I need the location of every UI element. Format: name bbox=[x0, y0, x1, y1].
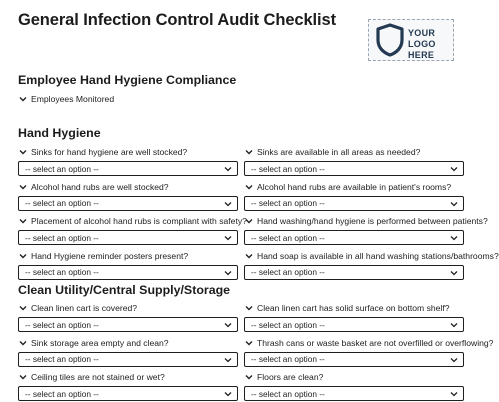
select-placeholder: -- select an option -- bbox=[251, 232, 325, 243]
section-heading-employee: Employee Hand Hygiene Compliance bbox=[18, 73, 237, 87]
answer-select[interactable] bbox=[244, 352, 464, 367]
chevron-down-icon bbox=[18, 94, 28, 104]
question-label[interactable] bbox=[18, 302, 137, 314]
question-label[interactable] bbox=[18, 181, 169, 193]
section-heading-clean-utility: Clean Utility/Central Supply/Storage bbox=[18, 283, 231, 297]
question-label[interactable] bbox=[244, 215, 488, 227]
question-text: Clean linen cart is covered? bbox=[31, 303, 138, 313]
select-placeholder: -- select an option -- bbox=[25, 163, 99, 174]
caret-down-icon bbox=[450, 356, 458, 364]
answer-select[interactable] bbox=[244, 317, 464, 332]
chevron-down-icon bbox=[244, 338, 254, 348]
caret-down-icon bbox=[224, 200, 232, 208]
caret-down-icon bbox=[450, 234, 458, 242]
question-text: Sink storage area empty and clean? bbox=[31, 337, 169, 348]
question-label[interactable] bbox=[244, 337, 493, 349]
question-label[interactable] bbox=[244, 302, 450, 314]
chevron-down-icon bbox=[244, 251, 254, 261]
caret-down-icon bbox=[224, 390, 232, 398]
answer-select[interactable] bbox=[244, 230, 464, 245]
question-text: Hand Hygiene reminder posters present? bbox=[31, 250, 189, 261]
answer-select[interactable] bbox=[18, 386, 238, 401]
chevron-down-icon bbox=[244, 372, 254, 382]
page-title: General Infection Control Audit Checklist bbox=[18, 11, 336, 29]
employees-monitored-toggle[interactable] bbox=[18, 93, 114, 105]
question-text: Sinks are available in all areas as needed? bbox=[257, 147, 421, 157]
select-placeholder: -- select an option -- bbox=[25, 319, 99, 330]
question-text: Ceiling tiles are not stained or wet? bbox=[31, 372, 165, 382]
question-label[interactable] bbox=[244, 181, 451, 193]
select-placeholder: -- select an option -- bbox=[251, 354, 325, 364]
answer-select[interactable] bbox=[244, 196, 464, 211]
chevron-down-icon bbox=[18, 251, 28, 261]
chevron-down-icon bbox=[18, 372, 28, 382]
question-text: Hand washing/hand hygiene is performed between patients? bbox=[257, 216, 488, 226]
select-placeholder: -- select an option -- bbox=[25, 267, 99, 277]
select-placeholder: -- select an option -- bbox=[251, 163, 325, 174]
answer-select[interactable] bbox=[244, 386, 464, 401]
select-placeholder: -- select an option -- bbox=[251, 198, 325, 208]
question-label[interactable] bbox=[244, 371, 323, 383]
select-placeholder: -- select an option -- bbox=[25, 232, 99, 243]
caret-down-icon bbox=[224, 321, 232, 329]
chevron-down-icon bbox=[244, 216, 254, 226]
chevron-down-icon bbox=[244, 182, 254, 192]
question-text: Clean linen cart has solid surface on bottom shelf? bbox=[257, 303, 450, 313]
logo-line-1: YOUR bbox=[408, 28, 436, 38]
select-placeholder: -- select an option -- bbox=[251, 267, 325, 277]
caret-down-icon bbox=[224, 165, 232, 173]
answer-select[interactable] bbox=[18, 265, 238, 280]
caret-down-icon bbox=[450, 165, 458, 173]
question-text: Alcohol hand rubs are well stocked? bbox=[31, 181, 169, 192]
answer-select[interactable] bbox=[244, 161, 464, 176]
select-placeholder: -- select an option -- bbox=[25, 354, 99, 364]
logo-line-2: LOGO bbox=[408, 39, 436, 49]
answer-select[interactable] bbox=[18, 161, 238, 176]
question-text: Alcohol hand rubs are available in patient's rooms? bbox=[257, 181, 452, 192]
caret-down-icon bbox=[450, 269, 458, 277]
logo-placeholder bbox=[368, 19, 454, 61]
caret-down-icon bbox=[450, 200, 458, 208]
chevron-down-icon bbox=[244, 303, 254, 313]
answer-select[interactable] bbox=[244, 265, 464, 280]
select-placeholder: -- select an option -- bbox=[25, 388, 99, 399]
question-label[interactable] bbox=[18, 250, 188, 262]
caret-down-icon bbox=[224, 234, 232, 242]
answer-select[interactable] bbox=[18, 230, 238, 245]
section-heading-hand-hygiene: Hand Hygiene bbox=[18, 126, 101, 140]
shield-icon bbox=[375, 23, 405, 57]
select-placeholder: -- select an option -- bbox=[25, 198, 99, 208]
logo-line-3: HERE bbox=[408, 50, 435, 60]
caret-down-icon bbox=[450, 390, 458, 398]
caret-down-icon bbox=[224, 269, 232, 277]
answer-select[interactable] bbox=[18, 317, 238, 332]
question-label[interactable] bbox=[18, 371, 165, 383]
chevron-down-icon bbox=[18, 182, 28, 192]
question-label[interactable] bbox=[18, 146, 187, 158]
question-label[interactable] bbox=[18, 215, 247, 227]
select-placeholder: -- select an option -- bbox=[251, 319, 325, 330]
answer-select[interactable] bbox=[18, 352, 238, 367]
chevron-down-icon bbox=[18, 147, 28, 157]
question-text: Thrash cans or waste basket are not overfilled or overflowing? bbox=[257, 337, 494, 348]
chevron-down-icon bbox=[18, 216, 28, 226]
chevron-down-icon bbox=[244, 147, 254, 157]
caret-down-icon bbox=[224, 356, 232, 364]
question-text: Sinks for hand hygiene are well stocked? bbox=[31, 147, 188, 157]
chevron-down-icon bbox=[18, 303, 28, 313]
answer-select[interactable] bbox=[18, 196, 238, 211]
question-label[interactable] bbox=[244, 250, 499, 262]
question-text: Floors are clean? bbox=[257, 372, 324, 382]
question-text: Placement of alcohol hand rubs is compliant with safety? bbox=[31, 216, 247, 226]
question-label[interactable] bbox=[244, 146, 420, 158]
question-label[interactable] bbox=[18, 337, 169, 349]
chevron-down-icon bbox=[18, 338, 28, 348]
caret-down-icon bbox=[450, 321, 458, 329]
select-placeholder: -- select an option -- bbox=[251, 388, 325, 399]
question-text: Hand soap is available in all hand washing stations/bathrooms? bbox=[257, 250, 499, 261]
employees-monitored-label: Employees Monitored bbox=[31, 94, 115, 104]
